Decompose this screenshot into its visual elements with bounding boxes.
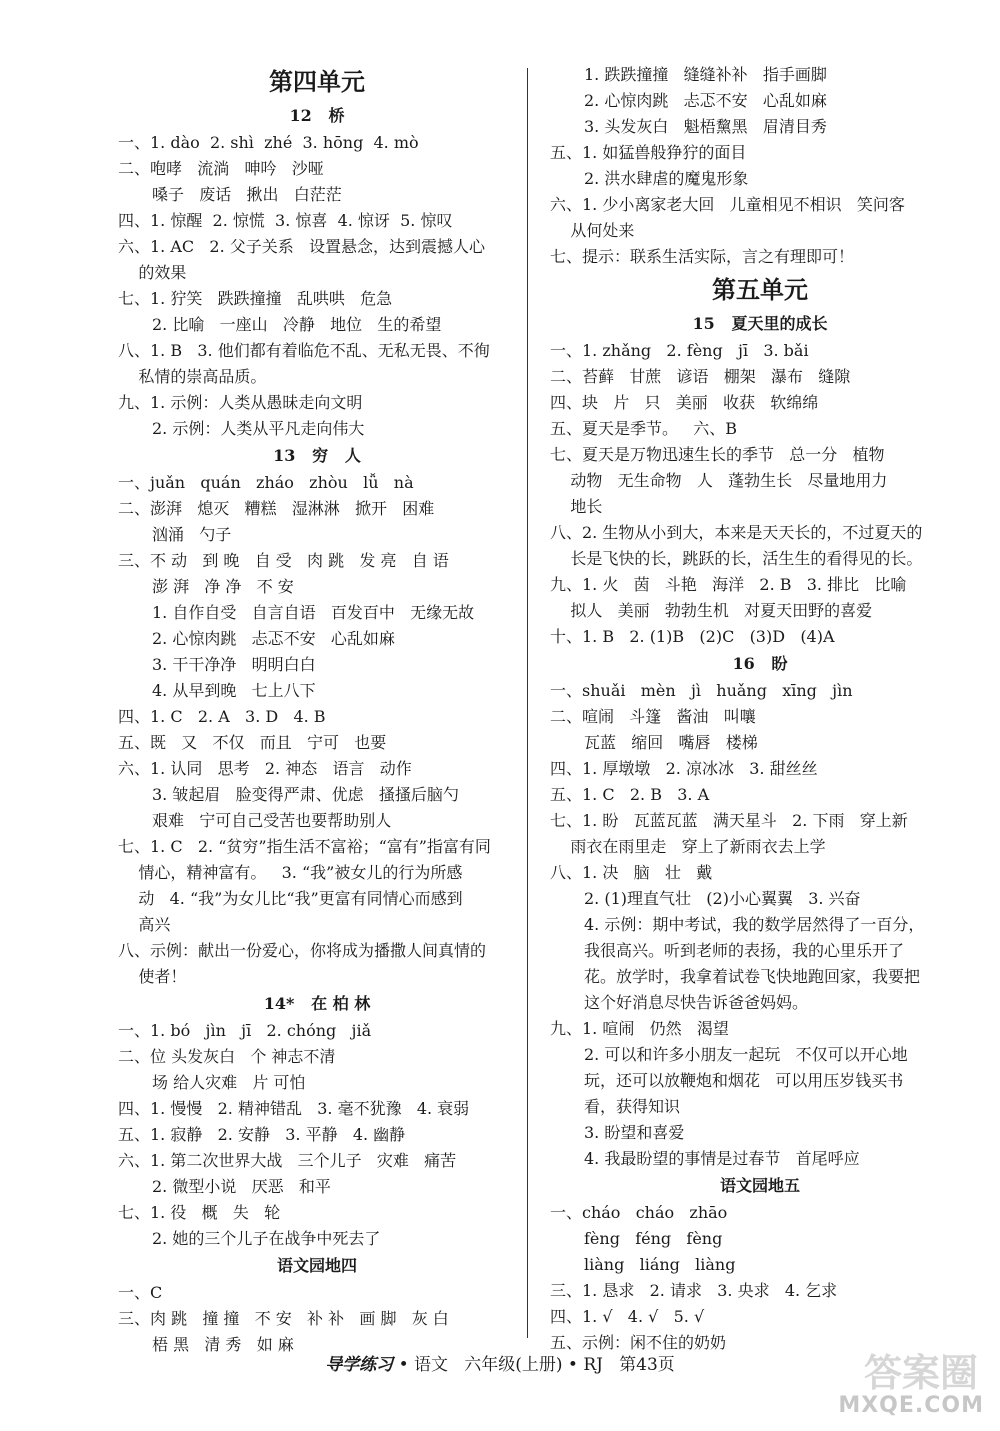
answer-line: 二、咆哮 流淌 呻吟 沙哑 xyxy=(118,159,324,178)
answer-line: 瓦蓝 缩回 嘴唇 楼梯 xyxy=(584,733,758,752)
unit-title: 第四单元 xyxy=(269,67,365,96)
answer-line: 五、夏天是季节。 六、B xyxy=(550,419,738,438)
answer-line: fèng féng fèng xyxy=(584,1229,723,1248)
footer-info: • 语文 六年级(上册) • RJ 第43页 xyxy=(393,1355,675,1375)
answer-line: 三、1. 恳求 2. 请求 3. 央求 4. 乞求 xyxy=(550,1281,838,1300)
answer-line: 一、shuǎi mèn jì huǎng xīng jìn xyxy=(550,681,853,700)
answer-line: 四、1. √ 4. √ 5. √ xyxy=(550,1307,705,1326)
answer-line: 八、示例：献出一份爱心，你将成为播撒人间真情的 xyxy=(118,941,487,960)
answer-line: 四、1. C 2. A 3. D 4. B xyxy=(118,707,326,726)
answer-line: 私情的崇高品质。 xyxy=(118,367,267,386)
answer-line: 2. 可以和许多小朋友一起玩 不仅可以开心地 xyxy=(584,1045,908,1064)
answer-line: 我很高兴。听到老师的表扬，我的心里乐开了 xyxy=(584,941,905,960)
answer-line: 三、肉 跳 撞 撞 不 安 补 补 画 脚 灰 白 xyxy=(118,1309,449,1328)
footer-brand: 导学练习 xyxy=(325,1355,394,1375)
answer-line: 七、提示：联系生活实际，言之有理即可！ xyxy=(550,247,855,266)
answer-line: 的效果 xyxy=(118,263,187,282)
answer-line: 七、1. 盼 瓦蓝瓦蓝 满天星斗 2. 下雨 穿上新 xyxy=(550,811,908,830)
answer-line: 四、1. 厚墩墩 2. 凉冰冰 3. 甜丝丝 xyxy=(550,759,818,778)
answer-line: 长是飞快的长，跳跃的长，活生生的看得见的长。 xyxy=(550,549,923,568)
answer-line: 八、1. 决 脑 壮 戴 xyxy=(550,863,713,882)
answer-line: 四、1. 惊醒 2. 惊慌 3. 惊喜 4. 惊讶 5. 惊叹 xyxy=(118,211,453,230)
answer-line: 五、1. 寂静 2. 安静 3. 平静 4. 幽静 xyxy=(118,1125,406,1144)
answer-line: 1. 跌跌撞撞 缝缝补补 指手画脚 xyxy=(584,65,827,84)
answer-line: 五、既 又 不仅 而且 宁可 也要 xyxy=(118,733,387,752)
answer-line: 五、1. C 2. B 3. A xyxy=(550,785,710,804)
answer-line: 4. 从早到晚 七上八下 xyxy=(152,681,316,700)
answer-line: 二、喧闹 斗篷 酱油 叫嚷 xyxy=(550,707,756,726)
watermark-logo xyxy=(808,1338,988,1424)
answer-line: 七、1. C 2. “贫穷”指生活不富裕；“富有”指富有同 xyxy=(118,837,491,856)
answer-line: 拟人 美丽 勃勃生机 对夏天田野的喜爱 xyxy=(550,601,873,620)
answer-line: 九、1. 火 茵 斗艳 海洋 2. B 3. 排比 比喻 xyxy=(550,575,907,594)
column-divider xyxy=(527,68,528,1338)
answer-line: 艰难 宁可自己受苦也要帮助别人 xyxy=(152,811,392,830)
answer-line: 一、1. bó jìn jī 2. chóng jiǎ xyxy=(118,1021,372,1040)
answer-line: 情心，精神富有。 3. “我”被女儿的行为所感 xyxy=(118,863,463,882)
answer-line: 十、1. B 2. (1)B (2)C (3)D (4)A xyxy=(550,627,835,646)
answer-line: 4. 我最盼望的事情是过春节 首尾呼应 xyxy=(584,1149,860,1168)
answer-line: 汹涌 勺子 xyxy=(152,525,232,544)
answer-line: 二、苔藓 甘蔗 谚语 棚架 瀑布 缝隙 xyxy=(550,367,851,386)
answer-line: 六、1. 第二次世界大战 三个儿子 灾难 痛苦 xyxy=(118,1151,457,1170)
answer-line: 2. 心惊肉跳 忐忑不安 心乱如麻 xyxy=(584,91,827,110)
answer-line: 六、1. 少小离家老大回 儿童相见不相识 笑问客 xyxy=(550,195,905,214)
answer-line: 七、1. 役 概 失 轮 xyxy=(118,1203,281,1222)
lesson-title: 15 夏天里的成长 xyxy=(692,314,828,333)
lesson-title: 语文园地四 xyxy=(276,1256,357,1275)
answer-line: 地长 xyxy=(550,497,603,516)
answer-line: 五、示例：闲不住的奶奶 xyxy=(550,1333,727,1352)
answer-line: 五、1. 如猛兽般狰狞的面目 xyxy=(550,143,747,162)
answer-line: 六、1. AC 2. 父子关系 设置悬念，达到震撼人心 xyxy=(118,237,486,256)
answer-line: 3. 头发灰白 魁梧黧黑 眉清目秀 xyxy=(584,117,827,136)
answer-line: 花。放学时，我拿着试卷飞快地跑回家，我要把 xyxy=(584,967,921,986)
answer-line: 梧 黑 清 秀 如 麻 xyxy=(152,1335,294,1354)
answer-line: liàng liáng liàng xyxy=(584,1255,736,1274)
answer-line: 从何处来 xyxy=(550,221,635,240)
answer-line: 2. 心惊肉跳 忐忑不安 心乱如麻 xyxy=(152,629,395,648)
answer-line: 2. 微型小说 厌恶 和平 xyxy=(152,1177,331,1196)
answer-line: 看，获得知识 xyxy=(584,1097,681,1116)
answer-line: 2. 她的三个儿子在战争中死去了 xyxy=(152,1229,381,1248)
answer-line: 动物 无生命物 人 蓬勃生长 尽量地用力 xyxy=(550,471,888,490)
answer-line: 八、1. B 3. 他们都有着临危不乱、无私无畏、不徇 xyxy=(118,341,490,360)
lesson-title: 12 桥 xyxy=(289,106,345,125)
answer-line: 六、1. 认同 思考 2. 神态 语言 动作 xyxy=(118,759,412,778)
answer-line: 4. 示例：期中考试，我的数学居然得了一百分， xyxy=(584,915,925,934)
answer-line: 高兴 xyxy=(118,915,171,934)
answer-line: 3. 干干净净 明明白白 xyxy=(152,655,316,674)
answer-line: 3. 皱起眉 脸变得严肃、优虑 搔搔后脑勺 xyxy=(152,785,459,804)
watermark-site: MXQE.COM xyxy=(838,1393,984,1418)
answer-line: 场 给人灾难 片 可怕 xyxy=(152,1073,306,1092)
answer-line: 七、夏天是万物迅速生长的季节 总一分 植物 xyxy=(550,445,885,464)
answer-line: 1. 自作自受 自言自语 百发百中 无缘无故 xyxy=(152,603,475,622)
right-column xyxy=(550,62,970,1356)
answer-line: 雨衣在雨里走 穿上了新雨衣去上学 xyxy=(550,837,826,856)
answer-line: 八、2. 生物从小到大，本来是天天长的，不过夏天的 xyxy=(550,523,923,542)
lesson-title: 14* 在 柏 林 xyxy=(263,994,371,1013)
answer-line: 使者！ xyxy=(118,967,187,986)
answer-line: 二、澎湃 熄灭 糟糕 湿淋淋 掀开 困难 xyxy=(118,499,435,518)
answer-line: 一、cháo cháo zhāo xyxy=(550,1203,728,1222)
answer-line: 九、1. 喧闹 仍然 渴望 xyxy=(550,1019,729,1038)
answer-line: 2. (1)理直气壮 (2)小心翼翼 3. 兴奋 xyxy=(584,889,861,908)
watermark-logo-text: 答案圈 xyxy=(863,1351,978,1395)
answer-line: 2. 比喻 一座山 冷静 地位 生的希望 xyxy=(152,315,442,334)
lesson-title: 13 穷 人 xyxy=(273,446,361,465)
answer-line: 九、1. 示例：人类从愚昧走向文明 xyxy=(118,393,363,412)
answer-line: 3. 盼望和喜爱 xyxy=(584,1123,685,1142)
answer-line: 玩，还可以放鞭炮和烟花 可以用压岁钱买书 xyxy=(584,1071,904,1090)
answer-line: 一、juǎn quán zháo zhòu lǚ nà xyxy=(118,473,414,492)
answer-line: 嗓子 废话 揪出 白茫茫 xyxy=(152,185,342,204)
left-column xyxy=(118,62,516,1358)
answer-line: 动 4. “我”为女儿比“我”更富有同情心而感到 xyxy=(118,889,463,908)
answer-line: 一、1. dào 2. shì zhé 3. hōng 4. mò xyxy=(118,133,419,152)
answer-line: 四、1. 慢慢 2. 精神错乱 3. 毫不犹豫 4. 衰弱 xyxy=(118,1099,470,1118)
answer-line: 一、C xyxy=(118,1283,163,1302)
answer-line: 七、1. 狞笑 跌跌撞撞 乱哄哄 危急 xyxy=(118,289,393,308)
answer-line: 二、位 头发灰白 个 神志不清 xyxy=(118,1047,336,1066)
answer-line: 澎 湃 净 净 不 安 xyxy=(152,577,294,596)
lesson-title: 语文园地五 xyxy=(719,1176,800,1195)
unit-title: 第五单元 xyxy=(712,275,808,304)
answer-line: 这个好消息尽快告诉爸爸妈妈。 xyxy=(584,993,809,1012)
answer-line: 2. 示例：人类从平凡走向伟大 xyxy=(152,419,365,438)
answer-line: 2. 洪水肆虐的魔鬼形象 xyxy=(584,169,749,188)
lesson-title: 16 盼 xyxy=(732,654,788,673)
answer-line: 三、不 动 到 晚 自 受 肉 跳 发 亮 自 语 xyxy=(118,551,449,570)
answer-line: 四、块 片 只 美丽 收获 软绵绵 xyxy=(550,393,819,412)
answer-line: 一、1. zhǎng 2. fèng jī 3. bǎi xyxy=(550,341,809,360)
